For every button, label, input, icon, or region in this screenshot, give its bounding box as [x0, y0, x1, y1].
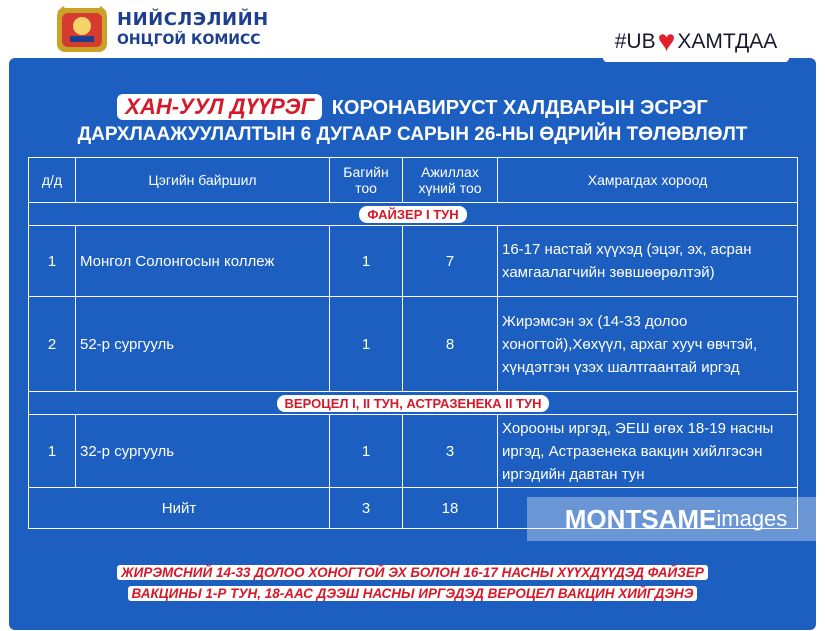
- organization-name: [117, 10, 269, 50]
- total-label: Нийт: [29, 488, 330, 529]
- cell-location: Монгол Солонгосын коллеж: [76, 226, 330, 297]
- cell-staff: 7: [403, 226, 498, 297]
- title-line-1: [0, 94, 825, 120]
- cell-location: 52-р сургууль: [76, 297, 330, 392]
- footer-line-1: ЖИРЭМСНИЙ 14-33 ДОЛОО ХОНОГТОЙ ЭХ БОЛОН 16-17 НАСНЫ ХҮҮХДҮҮДЭД ФАЙЗЕР: [117, 565, 708, 580]
- phase-label: ФАЙЗЕР I ТУН: [359, 206, 466, 223]
- cell-coverage: Жирэмсэн эх (14-33 долоо хоногтой),Хөхүүл, архаг хууч өвчтэй, хүндэтгэн үзэх шалтгаантай иргэд: [498, 297, 798, 392]
- org-line-2: ОНЦГОЙ КОМИСС: [117, 32, 261, 48]
- cell-coverage: 16-17 настай хүүхэд (эцэг, эх, асран хамгаалагчийн зөвшөөрөлтэй): [498, 226, 798, 297]
- cell-no: 1: [29, 415, 76, 488]
- table-row: [29, 226, 798, 297]
- schedule-table: [28, 157, 798, 529]
- title-line-2: ДАРХЛААЖУУЛАЛТЫН 6 ДУГААР САРЫН 26-НЫ ӨДРИЙН ТӨЛӨВЛӨЛТ: [77, 124, 748, 145]
- footer-line-2: ВАКЦИНЫ 1-Р ТУН, 18-ААС ДЭЭШ НАСНЫ ИРГЭДЭД ВЕРОЦЕЛ ВАКЦИН ХИЙГДЭНЭ: [128, 586, 698, 601]
- header-no: д/д: [29, 158, 76, 203]
- watermark-brand: MONTSAME: [564, 503, 717, 534]
- cell-teams: 1: [330, 226, 403, 297]
- total-teams: 3: [330, 488, 403, 529]
- header-coverage: Хамрагдах хороод: [498, 158, 798, 203]
- table-row: [29, 297, 798, 392]
- table-header-row: [29, 158, 798, 203]
- cell-coverage: Хорооны иргэд, ЭЕШ өгөх 18-19 насны иргэд, Астразенека вакцин хийлгэсэн иргэдийн давтан тун: [498, 415, 798, 488]
- heart-icon: ♥: [657, 25, 676, 58]
- header-staff: Ажиллах хүний тоо: [403, 158, 498, 203]
- header-location: Цэгийн байршил: [76, 158, 330, 203]
- phase-row: [29, 203, 798, 226]
- cell-staff: 3: [403, 415, 498, 488]
- hashtag-suffix: ХАМТДАА: [677, 30, 778, 53]
- phase-label: ВЕРОЦЕЛ I, II ТУН, АСТРАЗЕНЕКА II ТУН: [277, 395, 550, 412]
- hashtag-badge: [603, 22, 789, 62]
- footer-note: [0, 562, 825, 604]
- watermark: [527, 497, 825, 541]
- watermark-suffix: images: [716, 506, 788, 531]
- cell-teams: 1: [330, 415, 403, 488]
- org-line-1: НИЙСЛЭЛИЙН: [117, 9, 269, 30]
- table-row: [29, 415, 798, 488]
- hashtag-prefix: #UB: [614, 30, 656, 53]
- ulaanbaatar-emblem-icon: [53, 4, 111, 56]
- cell-teams: 1: [330, 297, 403, 392]
- header-teams: Багийн тоо: [330, 158, 403, 203]
- cell-location: 32-р сургууль: [76, 415, 330, 488]
- cell-no: 2: [29, 297, 76, 392]
- title-line-1-text: КОРОНАВИРУСТ ХАЛДВАРЫН ЭСРЭГ: [331, 97, 708, 119]
- total-staff: 18: [403, 488, 498, 529]
- phase-row: [29, 392, 798, 415]
- cell-staff: 8: [403, 297, 498, 392]
- district-name: ХАН-УУЛ ДҮҮРЭГ: [117, 94, 322, 120]
- cell-no: 1: [29, 226, 76, 297]
